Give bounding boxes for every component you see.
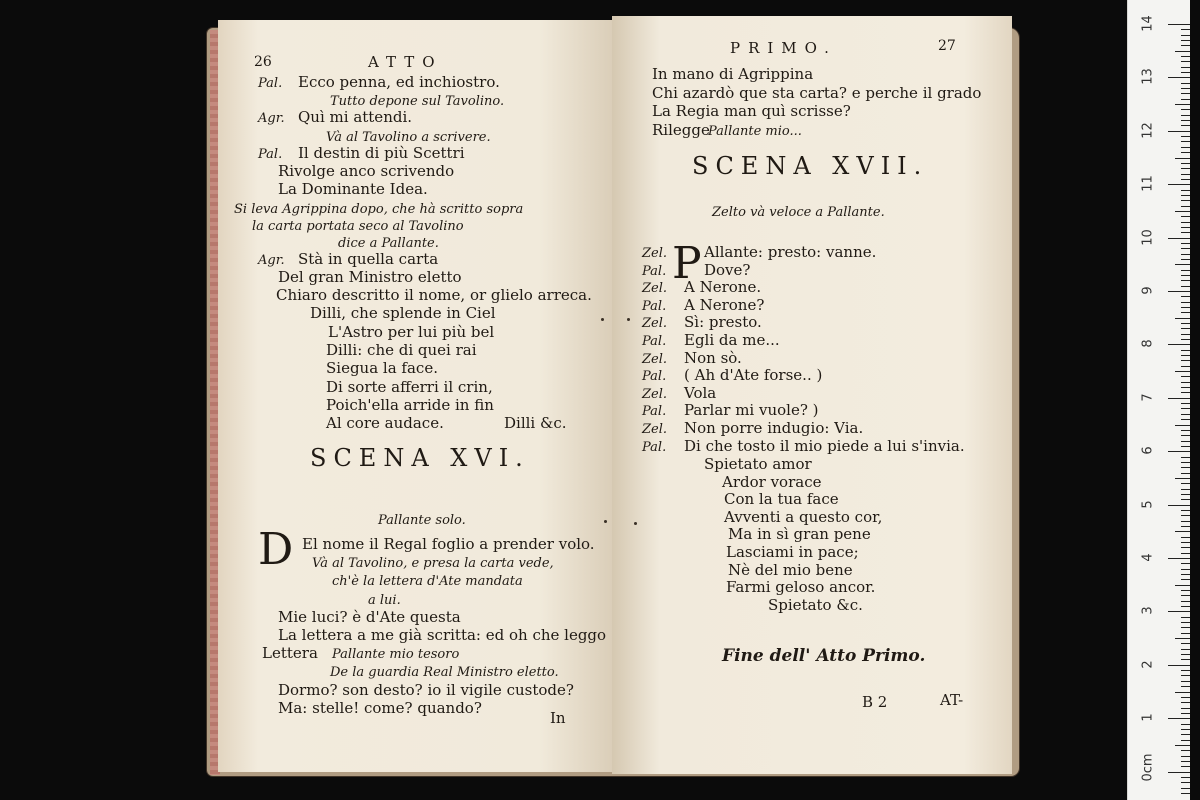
running-head: ATTO bbox=[368, 53, 443, 71]
verse-line: Ecco penna, ed inchiostro. bbox=[298, 73, 500, 91]
ruler-tick bbox=[1181, 382, 1190, 383]
ruler-tick bbox=[1181, 312, 1190, 313]
ruler-tick bbox=[1181, 740, 1190, 741]
ruler-tick bbox=[1181, 419, 1190, 420]
dialogue-line: Egli da me... bbox=[684, 331, 780, 349]
ruler-tick bbox=[1181, 334, 1190, 335]
verse-line: Rilegge bbox=[652, 120, 710, 139]
ruler-tick bbox=[1175, 264, 1190, 265]
ruler-tick bbox=[1181, 302, 1190, 303]
ruler-tick bbox=[1181, 120, 1190, 121]
dialogue-line: Non porre indugio: Via. bbox=[684, 419, 864, 437]
ruler-tick bbox=[1181, 408, 1190, 409]
ruler-tick bbox=[1181, 88, 1190, 89]
verse-line: Mie luci? è d'Ate questa bbox=[278, 607, 461, 626]
aria-line: Farmi geloso ancor. bbox=[726, 578, 876, 597]
ruler-tick bbox=[1168, 451, 1190, 452]
ruler-tick bbox=[1181, 366, 1190, 367]
verse-line: Al core audace. bbox=[326, 414, 444, 433]
speaker-label: Pal. bbox=[642, 404, 667, 420]
ruler-tick bbox=[1181, 782, 1190, 783]
ruler-tick bbox=[1181, 45, 1190, 46]
aria-line: Avventi a questo cor, bbox=[724, 507, 883, 526]
scene-subtitle: Pallante solo. bbox=[378, 513, 466, 528]
ruler-tick bbox=[1175, 478, 1190, 479]
ruler-tick bbox=[1181, 93, 1190, 94]
speaker-label: Zel. bbox=[642, 281, 668, 297]
catchword: AT- bbox=[940, 691, 964, 709]
verse-line: Ma: stelle! come? quando? bbox=[278, 698, 482, 717]
ruler-tick bbox=[1181, 654, 1190, 655]
aria-line: Spietato amor bbox=[704, 455, 812, 473]
dialogue-line: Parlar mi vuole? ) bbox=[684, 401, 819, 420]
aside-text: Dilli &c. bbox=[504, 414, 567, 433]
speaker-label: Pal. bbox=[258, 76, 283, 91]
verse-line: Il destin di più Scettri bbox=[298, 143, 465, 162]
ruler-tick bbox=[1181, 569, 1190, 570]
ruler-tick bbox=[1181, 72, 1190, 73]
ruler-tick bbox=[1181, 355, 1190, 356]
ruler-tick bbox=[1181, 248, 1190, 249]
ruler-tick bbox=[1181, 526, 1190, 527]
ruler-tick bbox=[1181, 724, 1190, 725]
verse-line: La Regia man quì scrisse? bbox=[652, 102, 851, 120]
verse-line: Quì mi attendi. bbox=[298, 108, 413, 127]
ruler-tick bbox=[1181, 227, 1190, 228]
ruler-label: 11 bbox=[1140, 175, 1156, 192]
ruler-tick bbox=[1181, 441, 1190, 442]
scene-subtitle: Zelto và veloce a Pallante. bbox=[712, 205, 885, 220]
ruler-tick bbox=[1181, 483, 1190, 484]
cm-ruler bbox=[1127, 0, 1190, 800]
ruler-tick bbox=[1181, 649, 1190, 650]
speaker-label: Pal. bbox=[258, 146, 283, 162]
ruler-tick bbox=[1181, 457, 1190, 458]
verse-line: Lettera bbox=[262, 644, 318, 663]
verse-line: Dilli: che di quei rai bbox=[326, 341, 477, 359]
binding-hole bbox=[601, 318, 604, 321]
binding-hole bbox=[604, 520, 607, 523]
ruler-tick bbox=[1181, 280, 1190, 281]
ruler-label: 5 bbox=[1140, 499, 1156, 509]
ruler-tick bbox=[1181, 553, 1190, 554]
ruler-tick bbox=[1175, 211, 1190, 212]
aria-line: Spietato &c. bbox=[768, 595, 863, 614]
ruler-tick bbox=[1181, 360, 1190, 361]
ruler-tick bbox=[1181, 675, 1190, 676]
verse-line: Del gran Ministro eletto bbox=[278, 267, 462, 286]
ruler-tick bbox=[1181, 125, 1190, 126]
ruler-tick bbox=[1181, 633, 1190, 634]
ruler-tick bbox=[1168, 344, 1190, 345]
verse-line: Di sorte afferri il crin, bbox=[326, 377, 493, 396]
speaker-label: Zel. bbox=[642, 316, 668, 332]
ruler-tick bbox=[1181, 83, 1190, 84]
aria-line: Ma in sì gran pene bbox=[728, 525, 871, 544]
ruler-tick bbox=[1181, 574, 1190, 575]
verse-line: L'Astro per lui più bel bbox=[328, 322, 495, 341]
ruler-tick bbox=[1181, 232, 1190, 233]
ruler-tick bbox=[1175, 104, 1190, 105]
dialogue-line: Sì: presto. bbox=[684, 313, 762, 332]
ruler-label: 8 bbox=[1140, 339, 1156, 349]
verse-line: Rivolge anco scrivendo bbox=[278, 161, 455, 180]
binding-hole bbox=[634, 522, 637, 525]
verse-line: La Dominante Idea. bbox=[278, 180, 428, 199]
ruler-tick bbox=[1181, 515, 1190, 516]
ruler-tick bbox=[1181, 275, 1190, 276]
ruler-tick bbox=[1181, 617, 1190, 618]
ruler-tick bbox=[1181, 200, 1190, 201]
ruler-tick bbox=[1181, 216, 1190, 217]
dialogue-line: Dove? bbox=[704, 260, 751, 279]
ruler-label: 3 bbox=[1140, 606, 1156, 616]
ruler-tick bbox=[1168, 505, 1190, 506]
stage-direction: Và al Tavolino, e presa la carta vede, bbox=[312, 556, 554, 572]
verse-line: Dilli, che splende in Ciel bbox=[310, 304, 496, 323]
scene-title: SCENA XVI. bbox=[310, 444, 530, 472]
speaker-label: Agr. bbox=[258, 111, 285, 127]
ruler-tick bbox=[1181, 61, 1190, 62]
ruler-tick bbox=[1181, 627, 1190, 628]
ruler-tick bbox=[1181, 147, 1190, 148]
ruler-tick bbox=[1181, 152, 1190, 153]
ruler-label: 4 bbox=[1140, 553, 1156, 562]
ruler-tick bbox=[1181, 777, 1190, 778]
ruler-tick bbox=[1181, 510, 1190, 511]
ruler-tick bbox=[1181, 521, 1190, 522]
ruler-tick bbox=[1181, 590, 1190, 591]
running-head: PRIMO. bbox=[730, 39, 837, 57]
dialogue-line: Non sò. bbox=[684, 348, 742, 367]
speaker-label: Pal. bbox=[642, 298, 667, 314]
ruler-tick bbox=[1181, 595, 1190, 596]
ruler-tick bbox=[1168, 291, 1190, 292]
dialogue-line: A Nerone? bbox=[684, 295, 765, 314]
verse-line: Chiaro descritto il nome, or glielo arreca. bbox=[276, 286, 592, 305]
ruler-tick bbox=[1181, 697, 1190, 698]
ruler-label: 1 bbox=[1140, 713, 1156, 722]
ruler-tick bbox=[1181, 601, 1190, 602]
ruler-tick bbox=[1175, 51, 1190, 52]
ruler-tick bbox=[1168, 238, 1190, 239]
ruler-tick bbox=[1181, 109, 1190, 110]
ruler-tick bbox=[1181, 489, 1190, 490]
ruler-tick bbox=[1181, 29, 1190, 30]
stage-direction: Tutto depone sul Tavolino. bbox=[330, 94, 505, 110]
aria-line: Lasciami in pace; bbox=[726, 543, 859, 561]
verse-line: Dormo? son desto? io il vigile custode? bbox=[278, 680, 574, 699]
dialogue-line: Di che tosto il mio piede a lui s'invia. bbox=[684, 436, 965, 455]
ruler-tick bbox=[1168, 772, 1190, 773]
verse-line: La lettera a me già scritta: ed oh che leggo bbox=[278, 626, 607, 644]
verse-line: Chi azardò que sta carta? e perche il grado bbox=[652, 83, 982, 102]
aria-line: Ardor vorace bbox=[722, 472, 822, 491]
ruler-tick bbox=[1168, 131, 1190, 132]
ruler-tick bbox=[1168, 184, 1190, 185]
page-number: 27 bbox=[938, 38, 956, 54]
stage-direction: Pallante mio tesoro bbox=[332, 647, 460, 663]
speaker-label: Pal. bbox=[642, 334, 667, 349]
speaker-label: Zel. bbox=[642, 246, 668, 261]
ruler-tick bbox=[1181, 115, 1190, 116]
ruler-tick bbox=[1181, 788, 1190, 789]
ruler-tick bbox=[1181, 141, 1190, 142]
speaker-label: Pal. bbox=[642, 263, 667, 279]
ruler-tick bbox=[1181, 376, 1190, 377]
ruler-tick bbox=[1181, 729, 1190, 730]
ruler-tick bbox=[1181, 793, 1190, 794]
ruler-tick bbox=[1181, 136, 1190, 137]
ruler-label: 10 bbox=[1140, 228, 1156, 246]
ruler-tick bbox=[1168, 665, 1190, 666]
ruler-tick bbox=[1181, 254, 1190, 255]
ruler-tick bbox=[1181, 323, 1190, 324]
ruler-tick bbox=[1181, 686, 1190, 687]
ruler-tick bbox=[1181, 542, 1190, 543]
stage-direction: Và al Tavolino a scrivere. bbox=[326, 129, 491, 145]
speaker-label: Agr. bbox=[258, 252, 285, 268]
ruler-tick bbox=[1181, 243, 1190, 244]
ruler-tick bbox=[1181, 537, 1190, 538]
stage-direction: a lui. bbox=[368, 592, 401, 608]
stage-direction: Si leva Agrippina dopo, che hà scritto sopra bbox=[234, 201, 524, 217]
ruler-tick bbox=[1181, 259, 1190, 260]
verse-line: Siegua la face. bbox=[326, 359, 438, 378]
ruler-tick bbox=[1168, 611, 1190, 612]
end-of-act: Fine dell' Atto Primo. bbox=[722, 646, 926, 666]
ruler-tick bbox=[1181, 563, 1190, 564]
ruler-tick bbox=[1181, 190, 1190, 191]
ruler-tick bbox=[1181, 446, 1190, 447]
ruler-tick bbox=[1181, 606, 1190, 607]
ruler-tick bbox=[1181, 174, 1190, 175]
ruler-tick bbox=[1181, 403, 1190, 404]
ruler-tick bbox=[1181, 494, 1190, 495]
ruler-tick bbox=[1181, 659, 1190, 660]
ruler-tick bbox=[1181, 734, 1190, 735]
catchword: In bbox=[550, 709, 566, 727]
ruler-tick bbox=[1181, 179, 1190, 180]
ruler-tick bbox=[1181, 462, 1190, 463]
ruler-tick bbox=[1181, 286, 1190, 287]
signature-mark: B 2 bbox=[862, 693, 888, 711]
dialogue-line: Allante: presto: vanne. bbox=[704, 243, 877, 261]
ruler-tick bbox=[1175, 318, 1190, 319]
ruler-tick bbox=[1181, 467, 1190, 468]
ruler-tick bbox=[1181, 163, 1190, 164]
ruler-tick bbox=[1181, 713, 1190, 714]
ruler-label: 6 bbox=[1140, 446, 1156, 455]
drop-cap: P bbox=[672, 238, 702, 289]
ruler-tick bbox=[1181, 702, 1190, 703]
ruler-tick bbox=[1181, 40, 1190, 41]
stage-direction: De la guardia Real Ministro eletto. bbox=[330, 665, 559, 681]
page-number: 26 bbox=[254, 54, 272, 70]
ruler-tick bbox=[1181, 547, 1190, 548]
ruler-tick bbox=[1181, 430, 1190, 431]
ruler-tick bbox=[1181, 643, 1190, 644]
ruler-tick bbox=[1181, 681, 1190, 682]
ruler-label: 9 bbox=[1140, 286, 1156, 295]
ruler-label: 2 bbox=[1140, 660, 1156, 669]
ruler-tick bbox=[1175, 585, 1190, 586]
ruler-tick bbox=[1175, 158, 1190, 159]
ruler-tick bbox=[1175, 425, 1190, 426]
ruler-tick bbox=[1175, 531, 1190, 532]
ruler-tick bbox=[1181, 414, 1190, 415]
ruler-tick bbox=[1181, 750, 1190, 751]
ruler-tick bbox=[1181, 499, 1190, 500]
ruler-tick bbox=[1181, 339, 1190, 340]
ruler-tick bbox=[1181, 766, 1190, 767]
speaker-label: Zel. bbox=[642, 351, 668, 367]
ruler-label: 7 bbox=[1140, 393, 1156, 402]
ruler-tick bbox=[1168, 558, 1190, 559]
ruler-tick bbox=[1175, 638, 1190, 639]
stage-direction: ch'è la lettera d'Ate mandata bbox=[332, 574, 523, 590]
ruler-label: 0cm bbox=[1140, 753, 1156, 782]
speaker-label: Pal. bbox=[642, 369, 667, 385]
ruler-tick bbox=[1181, 670, 1190, 671]
ruler-tick bbox=[1168, 24, 1190, 25]
ruler-tick bbox=[1181, 579, 1190, 580]
ruler-tick bbox=[1168, 398, 1190, 399]
ruler-tick bbox=[1181, 296, 1190, 297]
ruler-tick bbox=[1181, 56, 1190, 57]
stage-direction: Pallante mio... bbox=[708, 123, 802, 139]
ruler-tick bbox=[1181, 99, 1190, 100]
ruler-tick bbox=[1181, 168, 1190, 169]
ruler-tick bbox=[1181, 195, 1190, 196]
binding-hole bbox=[627, 318, 630, 321]
drop-cap: D bbox=[258, 524, 294, 575]
ruler-tick bbox=[1181, 387, 1190, 388]
verse-line: In mano di Agrippina bbox=[652, 65, 814, 83]
ruler-label: 12 bbox=[1140, 122, 1156, 139]
right-page bbox=[612, 16, 1012, 774]
ruler-tick bbox=[1175, 745, 1190, 746]
ruler-tick bbox=[1181, 435, 1190, 436]
ruler-label: 14 bbox=[1140, 15, 1156, 32]
ruler-tick bbox=[1181, 761, 1190, 762]
ruler-tick bbox=[1181, 307, 1190, 308]
ruler-tick bbox=[1181, 473, 1190, 474]
ruler-tick bbox=[1168, 718, 1190, 719]
ruler-tick bbox=[1181, 708, 1190, 709]
dialogue-line: Vola bbox=[684, 383, 717, 402]
stage-direction: dice a Pallante. bbox=[338, 235, 439, 251]
ruler-tick bbox=[1181, 206, 1190, 207]
aria-line: Con la tua face bbox=[724, 490, 839, 509]
ruler-tick bbox=[1181, 67, 1190, 68]
verse-line: El nome il Regal foglio a prender volo. bbox=[302, 535, 595, 553]
speaker-label: Zel. bbox=[642, 422, 668, 437]
ruler-label: 13 bbox=[1140, 68, 1156, 86]
ruler-tick bbox=[1181, 222, 1190, 223]
ruler-tick bbox=[1181, 35, 1190, 36]
speaker-label: Pal. bbox=[642, 439, 667, 455]
aria-line: Nè del mio bene bbox=[728, 560, 853, 579]
ruler-tick bbox=[1181, 328, 1190, 329]
ruler-tick bbox=[1175, 371, 1190, 372]
ruler-tick bbox=[1168, 77, 1190, 78]
verse-line: Poich'ella arride in fin bbox=[326, 395, 494, 414]
dialogue-line: A Nerone. bbox=[684, 278, 762, 297]
left-page bbox=[218, 20, 620, 772]
ruler-tick bbox=[1181, 392, 1190, 393]
ruler-tick bbox=[1181, 622, 1190, 623]
ruler-tick bbox=[1181, 756, 1190, 757]
dialogue-line: ( Ah d'Ate forse.. ) bbox=[684, 366, 823, 385]
stage-direction: la carta portata seco al Tavolino bbox=[252, 218, 464, 234]
verse-line: Stà in quella carta bbox=[298, 249, 439, 268]
ruler-tick bbox=[1175, 692, 1190, 693]
ruler-tick bbox=[1181, 270, 1190, 271]
ruler-tick bbox=[1181, 350, 1190, 351]
speaker-label: Zel. bbox=[642, 386, 668, 402]
scene-title: SCENA XVII. bbox=[692, 152, 929, 180]
